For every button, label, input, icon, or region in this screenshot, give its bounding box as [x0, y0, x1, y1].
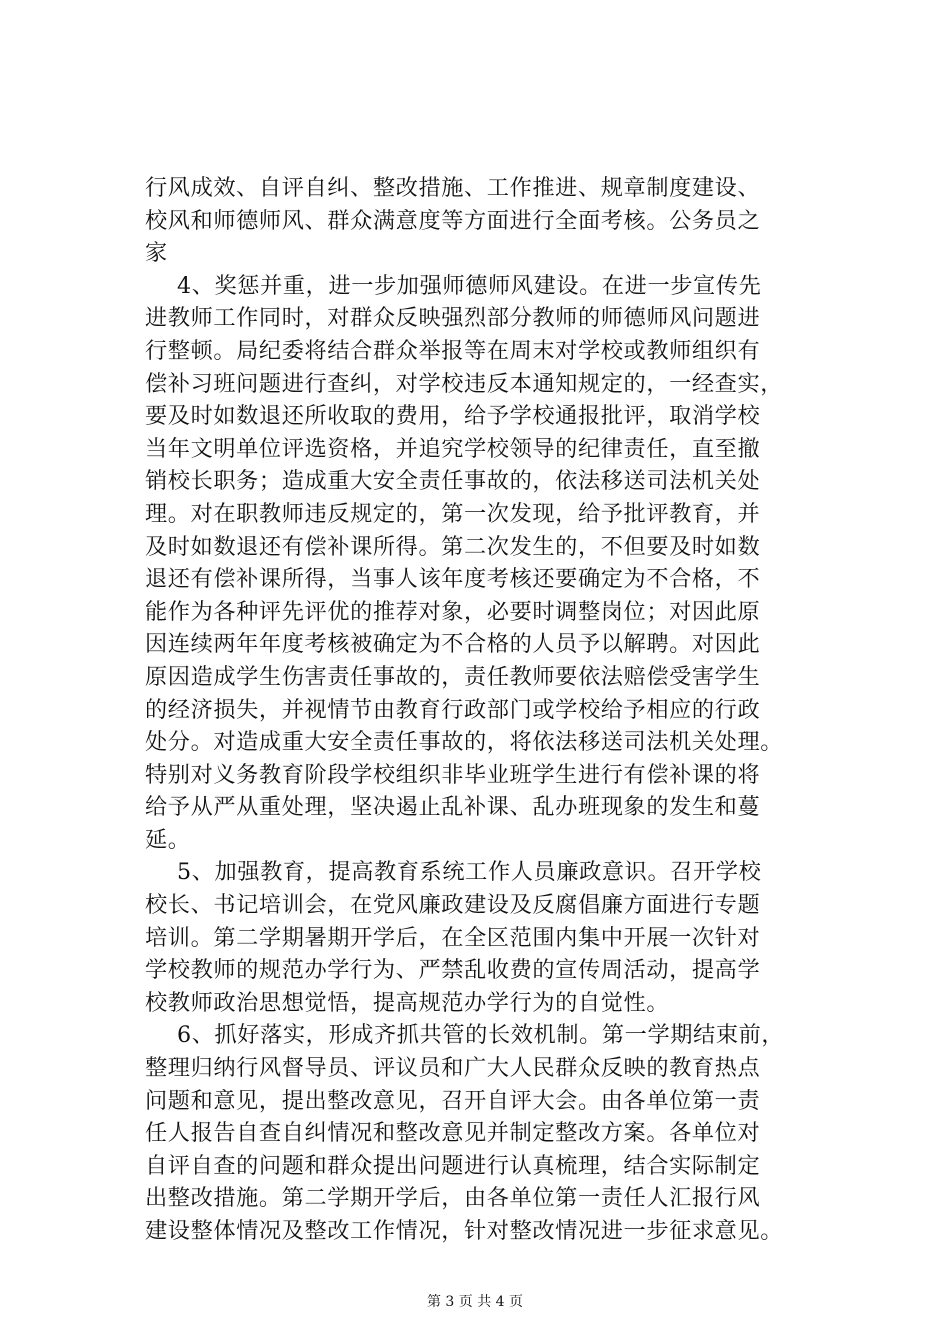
text-line: 及时如数退还有偿补课所得。第二次发生的，不但要及时如数 — [145, 533, 761, 560]
text-line: 给予从严从重处理，坚决遏止乱补课、乱办班现象的发生和蔓 — [145, 794, 761, 821]
text-line: 因连续两年年度考核被确定为不合格的人员予以解聘。对因此 — [145, 631, 761, 658]
text-line: 的经济损失，并视情节由教育行政部门或学校给予相应的行政 — [145, 696, 761, 723]
text-line: 退还有偿补课所得，当事人该年度考核还要确定为不合格，不 — [145, 566, 761, 593]
text-line: 销校长职务；造成重大安全责任事故的，依法移送司法机关处 — [145, 468, 761, 495]
text-line: 行整顿。局纪委将结合群众举报等在周末对学校或教师组织有 — [145, 337, 761, 364]
text-line: 培训。第二学期暑期开学后，在全区范围内集中开展一次针对 — [145, 924, 761, 951]
text-line: 家 — [145, 240, 168, 267]
text-line: 任人报告自查自纠情况和整改意见并制定整改方案。各单位对 — [145, 1120, 761, 1147]
text-line: 出整改措施。第二学期开学后，由各单位第一责任人汇报行风 — [145, 1185, 761, 1212]
text-line: 6、抓好落实，形成齐抓共管的长效机制。第一学期结束前， — [177, 1022, 785, 1049]
text-line: 理。对在职教师违反规定的，第一次发现，给予批评教育，并 — [145, 500, 761, 527]
text-line: 校长、书记培训会，在党风廉政建设及反腐倡廉方面进行专题 — [145, 892, 761, 919]
text-line: 校风和师德师风、群众满意度等方面进行全面考核。公务员之 — [145, 207, 761, 234]
text-line: 偿补习班问题进行查纠，对学校违反本通知规定的，一经查实， — [145, 370, 784, 397]
text-line: 建设整体情况及整改工作情况，针对整改情况进一步征求意见。 — [145, 1218, 784, 1244]
text-line: 学校教师的规范办学行为、严禁乱收费的宣传周活动，提高学 — [145, 957, 761, 984]
text-line: 能作为各种评先评优的推荐对象，必要时调整岗位；对因此原 — [145, 598, 761, 625]
text-line: 校教师政治思想觉悟，提高规范办学行为的自觉性。 — [145, 989, 670, 1016]
page-footer: 第 3 页 共 4 页 — [426, 1294, 524, 1310]
text-line: 延。 — [145, 826, 191, 853]
text-line: 问题和意见，提出整改意见，召开自评大会。由各单位第一责 — [145, 1087, 761, 1114]
text-line: 整理归纳行风督导员、评议员和广大人民群众反映的教育热点 — [145, 1055, 761, 1082]
text-line: 自评自查的问题和群众提出问题进行认真梳理，结合实际制定 — [145, 1152, 761, 1179]
text-line: 5、加强教育，提高教育系统工作人员廉政意识。召开学校 — [177, 859, 762, 886]
text-line: 特别对义务教育阶段学校组织非毕业班学生进行有偿补课的将 — [145, 761, 761, 788]
text-line: 原因造成学生伤害责任事故的，责任教师要依法赔偿受害学生 — [145, 663, 761, 690]
text-line: 4、奖惩并重，进一步加强师德师风建设。在进一步宣传先 — [177, 272, 762, 299]
text-line: 要及时如数退还所收取的费用，给予学校通报批评，取消学校 — [145, 403, 761, 430]
text-line: 当年文明单位评选资格，并追究学校领导的纪律责任，直至撤 — [145, 435, 761, 462]
text-line: 进教师工作同时，对群众反映强烈部分教师的师德师风问题进 — [145, 305, 761, 332]
text-line: 行风成效、自评自纠、整改措施、工作推进、规章制度建设、 — [145, 175, 761, 201]
document-body — [145, 172, 865, 1248]
text-line: 处分。对造成重大安全责任事故的，将依法移送司法机关处理。 — [145, 729, 784, 756]
